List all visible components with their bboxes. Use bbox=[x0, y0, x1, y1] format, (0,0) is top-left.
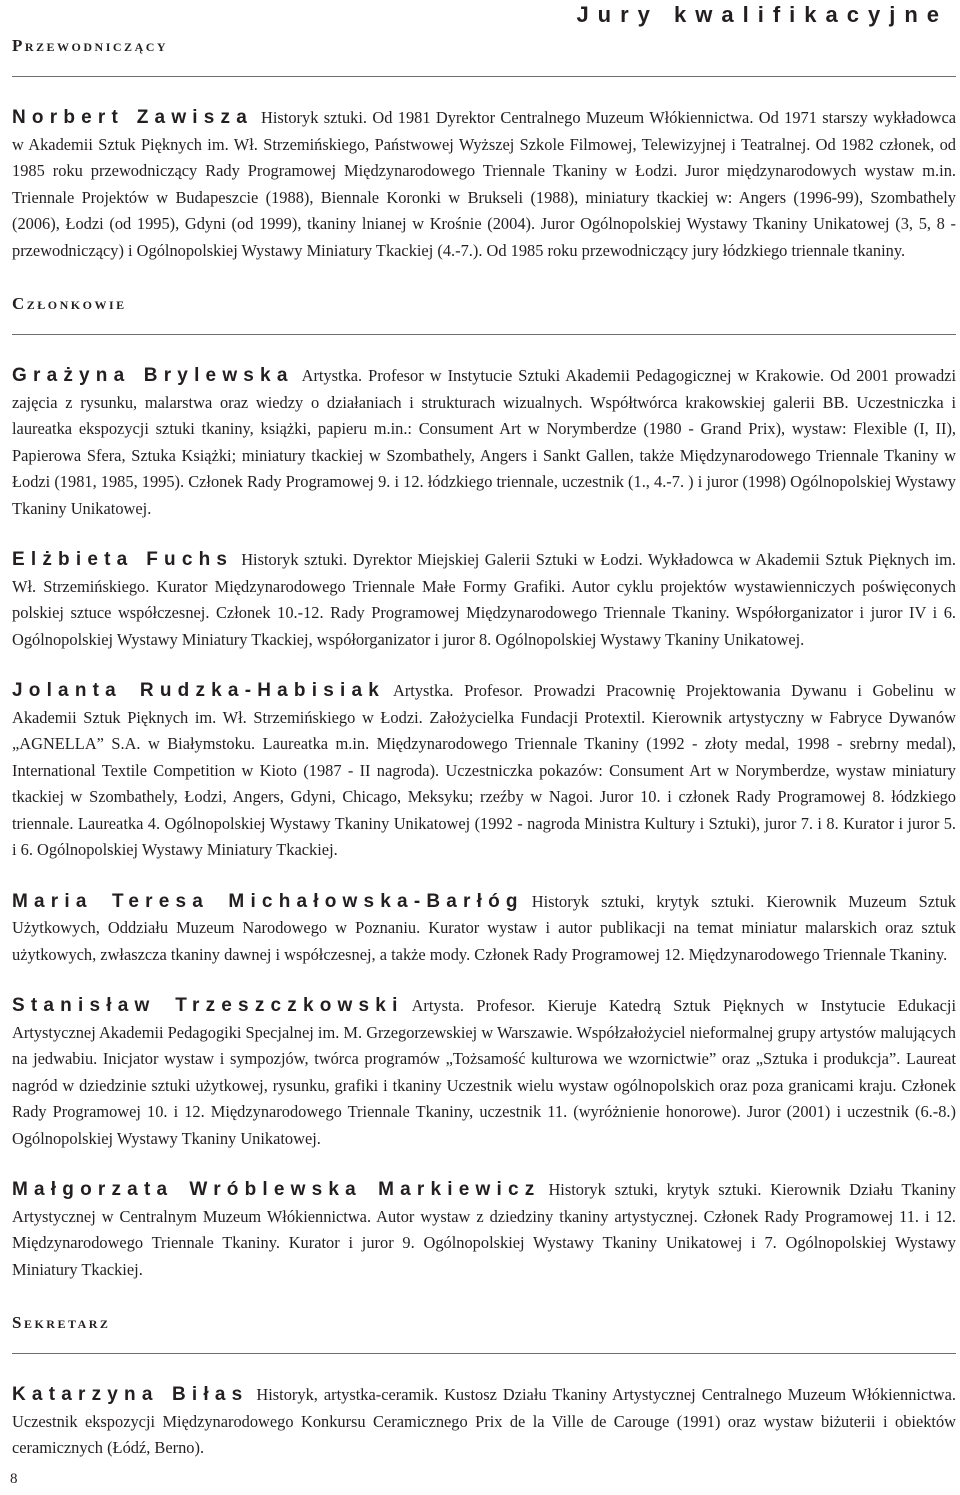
member-name: Małgorzata Wróblewska Markiewicz bbox=[12, 1179, 541, 1200]
member-bio bbox=[12, 993, 956, 1152]
member-description: Artystka. Profesor. Prowadzi Pracownię Projektowania Dywanu i Gobelinu w Akademii Sztuk Pięknych im. Wł. Strzemińskiego w Łodzi. Założycielka Fundacji Protextil. Kierownik artystyczny w Fabryce Dywanów „AGNELLA” S.A. w Białymstoku. Laureatka m.in. Międzynarodowego Triennale Tkaniny (1992 - złoty medal, 1998 - srebrny medal), International Textile Competition w Kioto (1987 - II nagroda). Uczestniczka pokazów: Consument Art w Norymberdze, wystaw miniatury tkackiej w Szombathely, Łodzi, Angers, Gdyni, Chicago, Meksyku; rzeźby w Nagoi. Juror 10. i członek Rady Programowej 8. łódzkiego triennale. Laureatka 4. Ogólnopolskiej Wystawy Tkaniny Unikatowej (1992 - nagroda Ministra Kultury i Sztuki), juror 7. i 8. Kurator i juror 5. i 6. Ogólnopolskiej Wystawy Miniatury Tkackiej. bbox=[12, 681, 956, 859]
member-name: Maria Teresa Michałowska-Barłóg bbox=[12, 890, 524, 912]
member-name: Norbert Zawisza bbox=[12, 107, 254, 128]
member-description: Historyk sztuki, krytyk sztuki. Kierownik Działu Tkaniny Artystycznej w Centralnym Muzeum Włókiennictwa. Autor wystaw z dziedziny tkaniny artystycznej. Członek Rady Programowej 11. i 12. Międzynarodowego Triennale Tkaniny. Kurator i juror 9. Ogólnopolskiej Wystawy Tkaniny Unikatowej i 7. Ogólnopolskiej Wystawy Miniatury Tkackiej. bbox=[12, 1180, 956, 1279]
member-bio bbox=[12, 1382, 956, 1462]
page-title: Jury kwalifikacyjne bbox=[576, 2, 948, 27]
section-members bbox=[12, 294, 956, 1283]
member-bio bbox=[12, 889, 956, 969]
section-heading-secretary: Sekretarz bbox=[12, 1313, 956, 1354]
section-chairman bbox=[12, 36, 956, 264]
member-description: Historyk sztuki. Od 1981 Dyrektor Centralnego Muzeum Włókiennictwa. Od 1971 starszy wykładowca w Akademii Sztuk Pięknych im. Wł. Strzemińskiego, Państwowej Wyższej Szkole Filmowej, Telewizyjnej i Teatralnej. Od 1982 członek, od 1985 roku przewodniczący Rady Programowej Międzynarodowego Triennale Tkaniny w Łodzi. Juror międzynarodowych wystaw m.in. Triennale Projektów w Budapeszcie (1988), Biennale Koronki w Brukseli (1988), miniatury tkackiej w: Angers (1996-99), Szombathely (2006), Łodzi (od 1995), Gdyni (od 1999), tkaniny lnianej w Krośnie (2004). Juror Ogólnopolskiej Wystawy Tkaniny Unikatowej (3, 5, 8 - przewodniczący) i Ogólnopolskiej Wystawy Miniatury Tkackiej (4.-7.). Od 1985 roku przewodniczący jury łódzkiego triennale tkaniny. bbox=[12, 108, 956, 260]
member-name: Grażyna Brylewska bbox=[12, 365, 294, 386]
member-description: Historyk sztuki, krytyk sztuki. Kierownik Muzeum Sztuk Użytkowych, Oddziału Muzeum Narodowego w Poznaniu. Kurator wystaw i autor publikacji na temat miniatur malarskich oraz sztuk użytkowych, zwłaszcza tkaniny dawnej i współczesnej, a także mody. Członek Rady Programowej 12. Międzynarodowego Triennale Tkaniny. bbox=[12, 891, 956, 964]
member-description: Historyk sztuki. Dyrektor Miejskiej Galerii Sztuki w Łodzi. Wykładowca w Akademii Sztuk Pięknych im. Wł. Strzemińskiego. Kurator Międzynarodowego Triennale Małe Formy Grafiki. Autor cyklu projektów wystawienniczych poświęconych polskiej sztuce współczesnej. Członek 10.-12. Rady Programowej Międzynarodowego Triennale Tkaniny. Współorganizator i juror IV i 6. Ogólnopolskiej Wystawy Miniatury Tkackiej, współorganizator i juror 8. Ogólnopolskiej Wystawy Tkaniny Unikatowej. bbox=[12, 550, 956, 649]
section-heading-members: Członkowie bbox=[12, 294, 956, 335]
member-name: Jolanta Rudzka-Habisiak bbox=[12, 680, 385, 701]
member-name: Stanisław Trzeszczkowski bbox=[12, 995, 404, 1016]
jury-content bbox=[12, 36, 956, 1462]
member-bio bbox=[12, 547, 956, 653]
member-description: Artysta. Profesor. Kieruje Katedrą Sztuk Pięknych w Instytucie Edukacji Artystycznej Akademii Pedagogiki Specjalnej im. M. Grzegorzewskiej w Warszawie. Współzałożyciel nieformalnej grupy artystów malujących na jedwabiu. Inicjator wystaw i sympozjów, twórca programów „Tożsamość kulturowa we wzornictwie” oraz „Sztuka i produkcja”. Laureat nagród w dziedzinie sztuki użytkowej, rysunku, grafiki i tkaniny Uczestnik wielu wystaw ogólnopolskich oraz poza granicami kraju. Członek Rady Programowej 10. i 12. Międzynarodowego Triennale Tkaniny, uczestnik 11. (wyróżnienie honorowe). Juror (2001) i uczestnik (6.-8.) Ogólnopolskiej Wystawy Tkaniny Unikatowej. bbox=[12, 996, 956, 1148]
section-heading-chairman: Przewodniczący bbox=[12, 36, 956, 77]
member-bio bbox=[12, 363, 956, 522]
section-secretary bbox=[12, 1313, 956, 1462]
page-number: 8 bbox=[10, 1471, 18, 1487]
member-description: Historyk, artystka-ceramik. Kustosz Działu Tkaniny Artystycznej Centralnego Muzeum Włókiennictwa. Uczestnik ekspozycji Międzynarodowego Konkursu Ceramicznego Prix de la Ville de Carouge (1991) oraz wystaw biżuterii i obiektów ceramicznych (Łódź, Berno). bbox=[12, 1385, 956, 1457]
page-header bbox=[0, 0, 960, 40]
member-bio bbox=[12, 105, 956, 264]
member-bio bbox=[12, 678, 956, 864]
member-name: Katarzyna Biłas bbox=[12, 1384, 249, 1405]
member-name: Elżbieta Fuchs bbox=[12, 549, 234, 570]
member-description: Artystka. Profesor w Instytucie Sztuki Akademii Pedagogicznej w Krakowie. Od 2001 prowadzi zajęcia z rysunku, malarstwa oraz wiedzy o działaniach i strukturach wizualnych. Współtwórca krakowskiej galerii BB. Uczestniczka i laureatka ekspozycji sztuki tkaniny, książki, papieru m.in.: Consument Art w Norymberdze (1980 - Grand Prix), wystaw: Flexible (I, II), Papierowa Sfera, Sztuka Książki; miniatury tkackiej w Szombathely, Angers i Sankt Gallen, także Międzynarodowego Triennale Tkaniny w Łodzi (1981, 1985, 1995). Członek Rady Programowej 9. i 12. łódzkiego triennale, uczestnik (1., 4.-7. ) i juror (1998) Ogólnopolskiej Wystawy Tkaniny Unikatowej. bbox=[12, 366, 956, 518]
member-bio bbox=[12, 1177, 956, 1283]
